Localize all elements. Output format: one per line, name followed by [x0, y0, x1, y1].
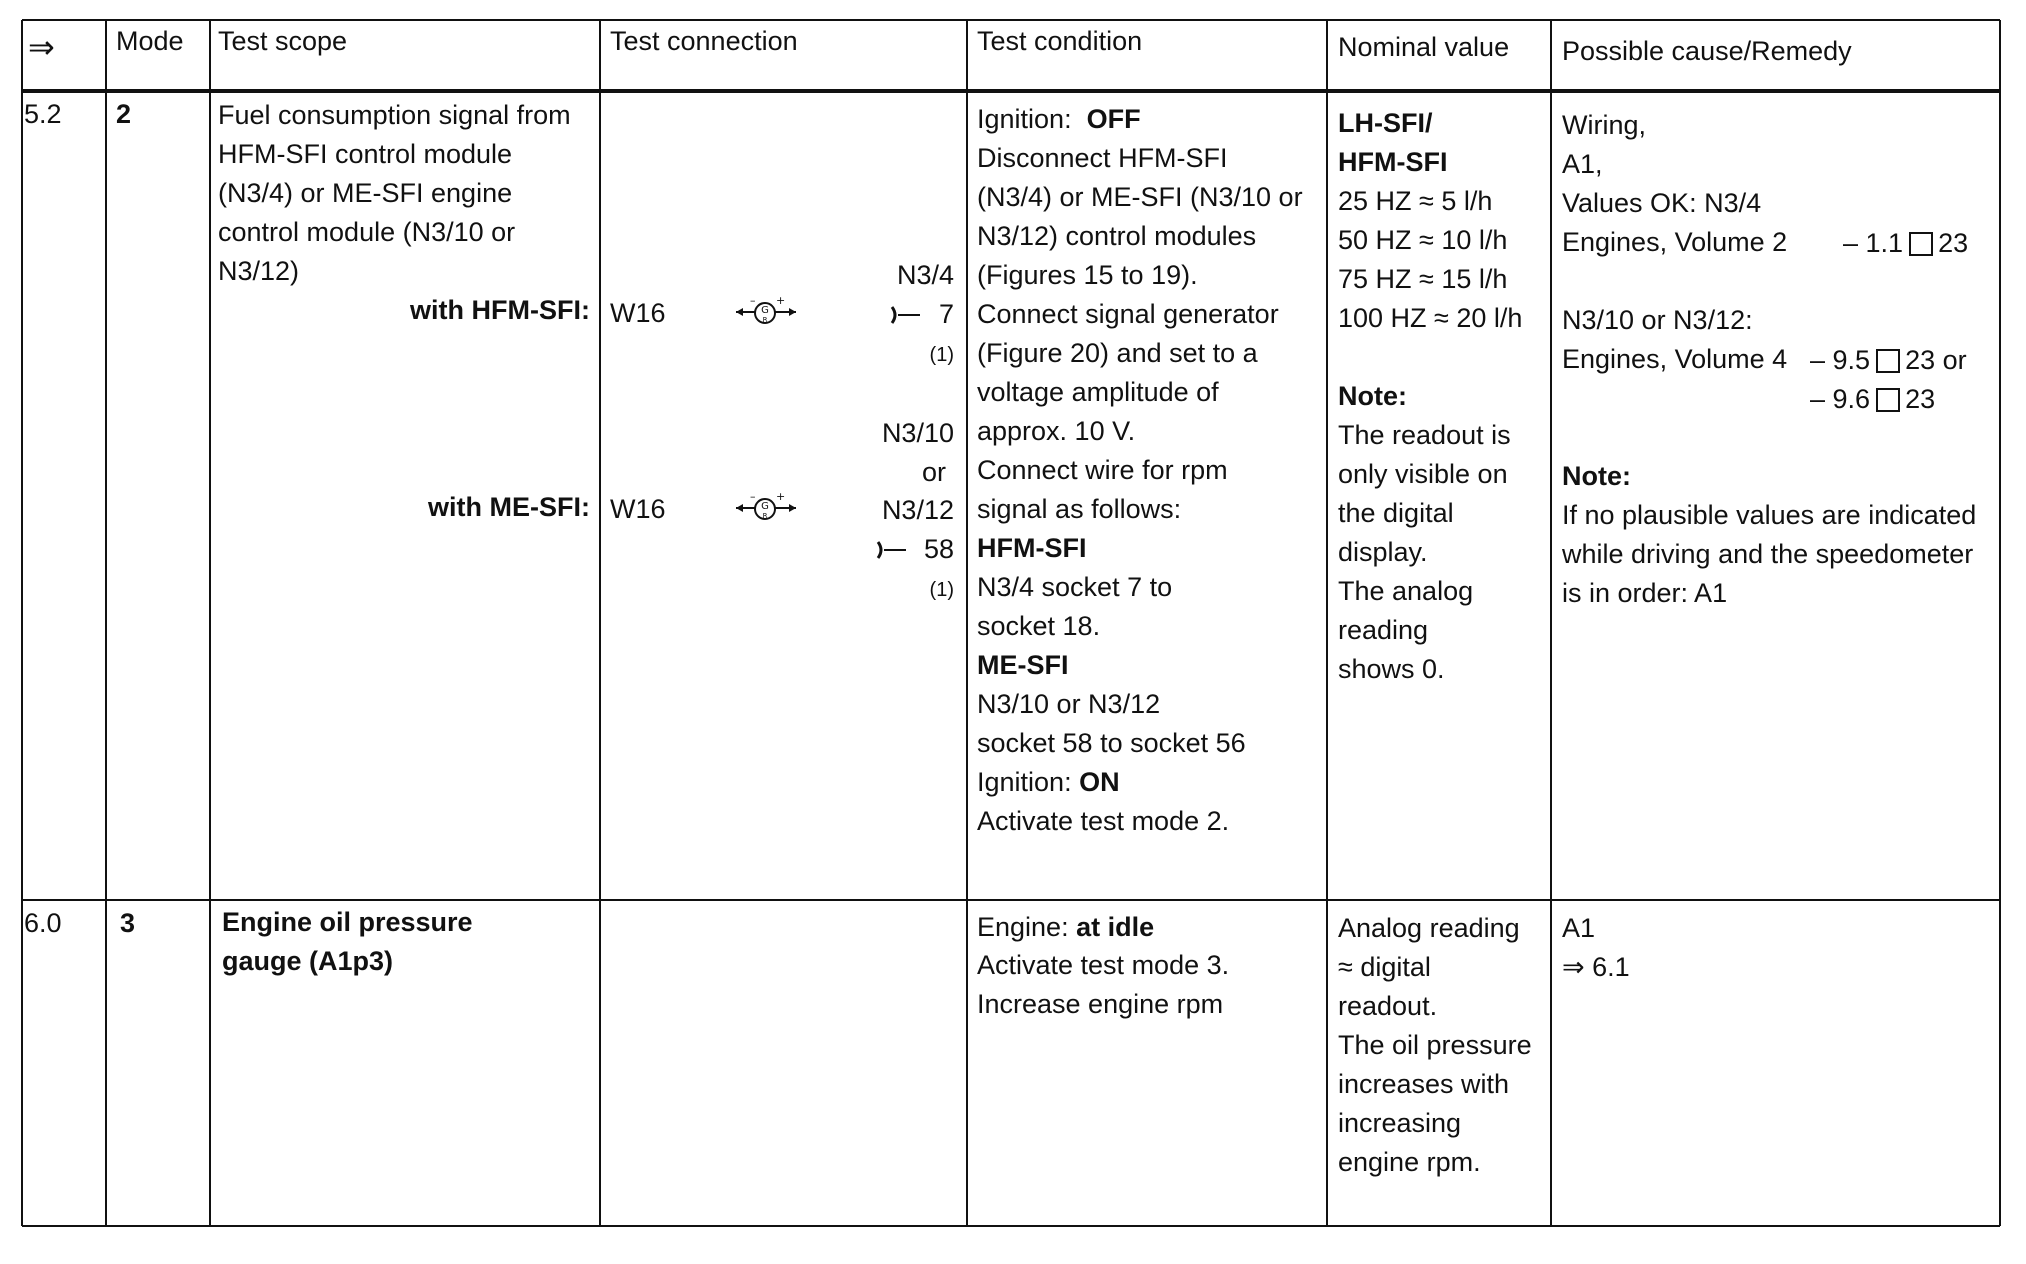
connection-module: N3/4 [896, 260, 954, 290]
nominal-heading: HFM-SFI [1338, 147, 1448, 177]
cond-value: ON [1079, 767, 1120, 797]
svg-text:R: R [762, 316, 768, 324]
nominal-note-line: shows 0. [1338, 654, 1445, 684]
row1-mode: 2 [116, 99, 132, 129]
scope-line: control module (N3/10 or [218, 217, 516, 247]
nominal-note-line: The analog [1338, 576, 1474, 606]
with-me-sfi-label: with ME-SFI: [428, 492, 590, 522]
svg-text:+: + [776, 490, 786, 503]
scope-line: HFM-SFI control module [218, 139, 513, 169]
nominal-note-line: only visible on [1338, 459, 1508, 489]
scope-line: (N3/4) or ME-SFI engine [218, 178, 513, 208]
cond-value: OFF [1086, 104, 1141, 134]
scope-line: Fuel consumption signal from [218, 100, 571, 130]
book-reference-icon [1876, 388, 1900, 412]
header-nominal-value: Nominal value [1338, 32, 1510, 62]
cond-line: (Figures 15 to 19). [977, 260, 1198, 290]
cond-engine [977, 908, 1154, 947]
remedy-line: Engines, Volume 4 [1562, 344, 1788, 374]
remedy-cross-reference: ⇒ 6.1 [1562, 952, 1630, 982]
book-reference-icon [1909, 232, 1933, 256]
connection-wire: W16 [610, 494, 666, 524]
cond-ignition-on [977, 763, 1120, 802]
connection-footnote: (1) [929, 579, 954, 601]
connection-footnote: (1) [929, 344, 954, 366]
cond-line: socket 58 to socket 56 [977, 728, 1246, 758]
row2-scope-line: gauge (A1p3) [222, 946, 394, 976]
remedy-ref-section: – 9.6 [1810, 384, 1871, 414]
nominal-heading: LH-SFI/ [1338, 108, 1433, 138]
remedy-ref-section: – 9.5 [1810, 345, 1871, 375]
cond-line: Activate test mode 3. [977, 950, 1230, 980]
socket-connector-icon [888, 303, 922, 327]
nominal-line: increases with [1338, 1069, 1510, 1099]
svg-text:–: – [750, 294, 756, 307]
remedy-reference [1810, 341, 1967, 380]
nominal-line: The oil pressure [1338, 1030, 1532, 1060]
with-hfm-sfi-label: with HFM-SFI: [410, 295, 590, 325]
signal-generator-icon [734, 488, 798, 528]
remedy-ref-page: 23 or [1905, 345, 1967, 375]
cond-line: signal as follows: [977, 494, 1182, 524]
cond-line: Disconnect HFM-SFI [977, 143, 1228, 173]
connection-socket: 7 [938, 299, 954, 329]
svg-text:+: + [776, 294, 786, 307]
cond-ignition-off [977, 100, 1141, 139]
nominal-line: engine rpm. [1338, 1147, 1481, 1177]
remedy-ref-page: 23 [1938, 228, 1969, 258]
nominal-note-line: display. [1338, 537, 1428, 567]
row2-scope-line: Engine oil pressure [222, 907, 473, 937]
remedy-line: Engines, Volume 2 [1562, 227, 1788, 257]
cond-label: Engine: [977, 912, 1069, 942]
remedy-reference [1810, 380, 1935, 419]
row2-step: 6.0 [24, 908, 62, 938]
cond-line: N3/10 or N3/12 [977, 689, 1161, 719]
remedy-reference [1843, 224, 1968, 263]
cond-line: voltage amplitude of [977, 377, 1219, 407]
remedy-note-line: while driving and the speedometer [1562, 539, 1974, 569]
remedy-line: Values OK: N3/4 [1562, 188, 1762, 218]
remedy-ref-page: 23 [1905, 384, 1936, 414]
header-arrow: ⇒ [28, 29, 55, 65]
cond-line: socket 18. [977, 611, 1101, 641]
svg-text:R: R [762, 512, 768, 520]
connection-or: or [921, 457, 946, 487]
cond-line: N3/4 socket 7 to [977, 572, 1173, 602]
remedy-line: A1 [1562, 913, 1596, 943]
cond-line: (Figure 20) and set to a [977, 338, 1258, 368]
header-mode: Mode [116, 26, 184, 56]
nominal-line: ≈ digital [1338, 952, 1431, 982]
nominal-note-line: The readout is [1338, 420, 1511, 450]
connection-wire: W16 [610, 298, 666, 328]
cond-label: Ignition: [977, 104, 1072, 134]
nominal-line: Analog reading [1338, 913, 1520, 943]
cond-heading-hfm: HFM-SFI [977, 533, 1087, 563]
remedy-note-heading: Note: [1562, 461, 1631, 491]
header-test-scope: Test scope [218, 26, 348, 56]
svg-text:G: G [761, 501, 769, 512]
nominal-note-line: the digital [1338, 498, 1454, 528]
cond-line: Connect wire for rpm [977, 455, 1228, 485]
nominal-note-heading: Note: [1338, 381, 1407, 411]
cond-label: Ignition: [977, 767, 1072, 797]
cond-line: Connect signal generator [977, 299, 1279, 329]
remedy-note-line: is in order: A1 [1562, 578, 1728, 608]
scope-line: N3/12) [218, 256, 300, 286]
svg-text:–: – [750, 490, 756, 503]
remedy-ref-section: – 1.1 [1843, 228, 1904, 258]
cond-line: Increase engine rpm [977, 989, 1224, 1019]
header-test-condition: Test condition [977, 26, 1143, 56]
connection-socket: 58 [923, 534, 954, 564]
connection-module-a: N3/10 [881, 418, 954, 448]
header-test-connection: Test connection [610, 26, 798, 56]
nominal-line: readout. [1338, 991, 1438, 1021]
nominal-value: 75 HZ ≈ 15 l/h [1338, 264, 1508, 294]
row1-step: 5.2 [24, 99, 62, 129]
nominal-line: increasing [1338, 1108, 1462, 1138]
header-possible-cause: Possible cause/Remedy [1562, 36, 1852, 66]
cond-value: at idle [1076, 912, 1155, 942]
cond-line: approx. 10 V. [977, 416, 1136, 446]
remedy-line: Wiring, [1562, 110, 1647, 140]
nominal-value: 100 HZ ≈ 20 l/h [1338, 303, 1523, 333]
remedy-line: A1, [1562, 149, 1603, 179]
socket-connector-icon [874, 538, 908, 562]
remedy-line: N3/10 or N3/12: [1562, 305, 1753, 335]
nominal-value: 25 HZ ≈ 5 l/h [1338, 186, 1493, 216]
row2-mode: 3 [120, 908, 136, 938]
cond-line: N3/12) control modules [977, 221, 1257, 251]
signal-generator-icon [734, 292, 798, 332]
connection-module-b: N3/12 [881, 495, 954, 525]
remedy-note-line: If no plausible values are indicated [1562, 500, 1977, 530]
nominal-value: 50 HZ ≈ 10 l/h [1338, 225, 1508, 255]
cond-heading-me: ME-SFI [977, 650, 1069, 680]
svg-text:G: G [761, 305, 769, 316]
nominal-note-line: reading [1338, 615, 1429, 645]
cond-line: Activate test mode 2. [977, 806, 1230, 836]
book-reference-icon [1876, 349, 1900, 373]
cond-line: (N3/4) or ME-SFI (N3/10 or [977, 182, 1303, 212]
